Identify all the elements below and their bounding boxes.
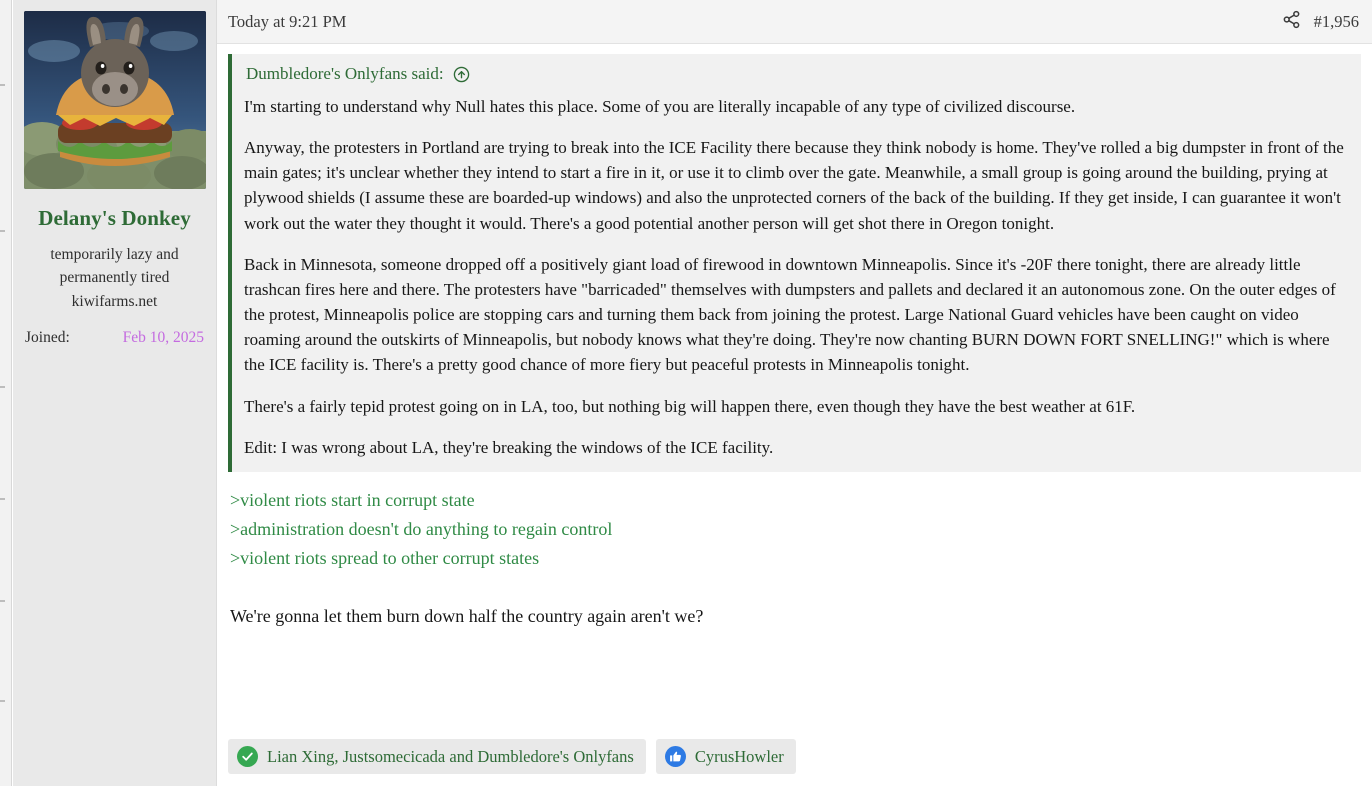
reaction-label: Lian Xing, Justsomecicada and Dumbledore's Onlyfans: [267, 746, 634, 766]
reaction-pill-agree[interactable]: [228, 739, 646, 774]
quote-paragraph: Edit: I was wrong about LA, they're breaking the windows of the ICE facility.: [244, 437, 774, 457]
browser-edge-strip: [0, 0, 12, 786]
greentext-block: [230, 486, 1361, 573]
quote-paragraph: I'm starting to understand why Null hates this place. Some of you are literally incapable of any type of civilized discourse.: [244, 97, 1076, 116]
quote-header: [246, 64, 1349, 84]
user-site: kiwifarms.net: [71, 293, 158, 311]
edge-tick: [0, 84, 5, 86]
post-header-actions: [1282, 10, 1359, 34]
post-body: [217, 44, 1372, 725]
forum-post: [13, 0, 1372, 786]
post-date[interactable]: Today at 9:21 PM: [228, 11, 347, 31]
arrow-up-circle-icon[interactable]: [453, 66, 470, 83]
thumbs-up-reaction-icon: [665, 746, 686, 767]
edge-tick: [0, 700, 5, 702]
user-title-line1: temporarily lazy and: [50, 245, 179, 263]
post-reactions: [217, 739, 1372, 786]
joined-date: Feb 10, 2025: [122, 328, 204, 346]
post-number[interactable]: #1,956: [1313, 11, 1359, 31]
post-username[interactable]: Delany's Donkey: [38, 206, 191, 230]
quote-paragraph: Anyway, the protesters in Portland are trying to break into the ICE Facility there because they think nobody is home. They've rolled a big dumpster in front of the main gates; it's unclear whether they intend to start a fire in it, or use it to climb over the gate. Meanwhile, a small group is going around the building, prying at plywood shields (I assume these are boarded-up windows) and also the unprotected corners of the back of the building. If they get inside, I can guarantee it won't work out the water they thought it would. There's a good potential another person will get shot there in Oregon tonight.: [244, 138, 1344, 233]
reaction-label: CyrusHowler: [694, 746, 784, 766]
edge-tick: [0, 230, 5, 232]
post-header: [217, 0, 1372, 44]
quote-attribution[interactable]: Dumbledore's Onlyfans said:: [246, 64, 444, 83]
greentext-line: >violent riots spread to other corrupt states: [230, 548, 540, 569]
quoted-post: [228, 54, 1361, 472]
post-message-column: [217, 0, 1372, 786]
reaction-pill-like[interactable]: [656, 739, 796, 774]
edge-tick: [0, 498, 5, 500]
joined-label: Joined:: [25, 328, 70, 346]
quote-paragraph: There's a fairly tepid protest going on in LA, too, but nothing big will happen there, even though they have the best weather at 61F.: [244, 396, 1136, 416]
quote-paragraph: Back in Minnesota, someone dropped off a positively giant load of firewood in downtown Minneapolis. Since it's -20F there tonight, there are already little trashcan fires here and there. The protesters have "barricaded" themselves with dumpsters and pallets and declared it an autonomous zone. On the outer edges of the protest, Minneapolis police are stopping cars and turning them back from joining the protest. Large National Guard vehicles have been caught on video roaming around the outskirts of Minneapolis, but nobody knows what they're doing. They're now chanting BURN DOWN FORT SNELLING!" which is where the ICE facility is. There's a pretty good chance of more fiery but peaceful protests in Minneapolis tonight.: [244, 254, 1336, 375]
greentext-line: >violent riots start in corrupt state: [230, 489, 475, 510]
share-icon[interactable]: [1282, 10, 1301, 34]
donkey-burger-avatar[interactable]: [24, 11, 206, 189]
edge-tick: [0, 600, 5, 602]
user-title-line2: permanently tired: [59, 269, 170, 287]
joined-row: [23, 329, 206, 347]
check-reaction-icon: [237, 746, 258, 767]
post-user-column: [13, 0, 217, 786]
edge-tick: [0, 386, 5, 388]
post-reply-text: We're gonna let them burn down half the country again aren't we?: [230, 606, 704, 627]
greentext-line: >administration doesn't do anything to regain control: [230, 519, 613, 540]
